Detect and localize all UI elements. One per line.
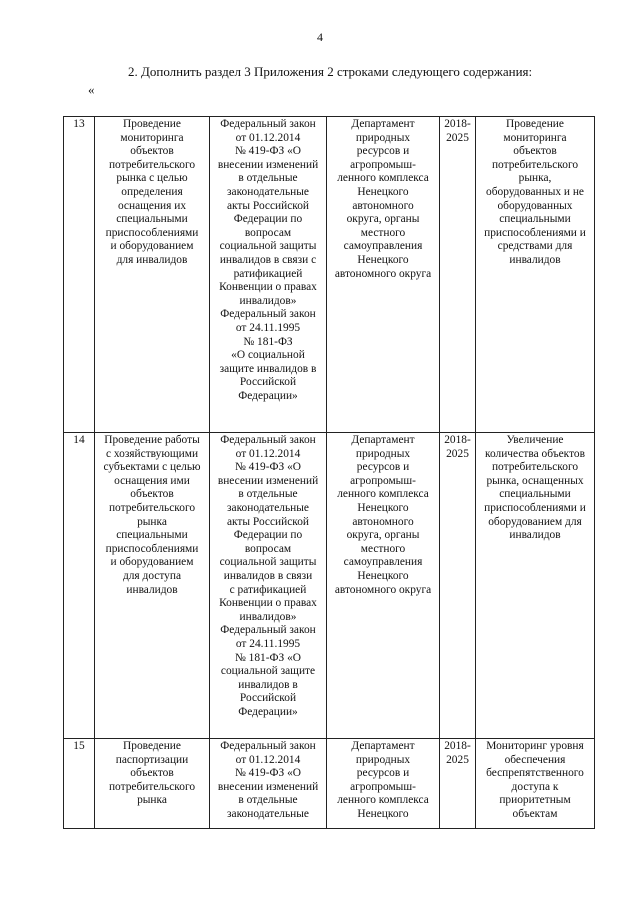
cell-line: мониторинга [120,131,184,144]
cell-line: 13 [73,118,85,130]
cell-line: потребительского [491,158,579,171]
cell-line: инвалидов в связи с [219,253,317,266]
cell-line: местного [360,226,406,239]
cell-line: Ненецкого [357,569,409,582]
cell-line: природных [355,753,411,766]
cell-line: в отдельные [238,488,298,501]
cell-line: в отдельные [238,172,298,185]
cell-line: оборудованных и не [486,185,584,198]
cell-line: определения [121,185,183,198]
cell-line: инвалидов» [239,610,297,623]
cell-line: специальными [116,213,188,226]
cell-line: 2018- [444,434,471,446]
cell-line: ресурсов и [356,767,410,780]
cell-line: Федерации» [238,705,298,718]
cell-line: Департамент [351,740,415,752]
cell-line: от 24.11.1995 [235,637,301,650]
cell-line: Федеральный закон [220,624,316,637]
cell-line: природных [355,447,411,460]
cell-line: в отдельные [238,794,298,807]
row-number [64,433,95,739]
cell-line: инвалидов» [239,294,297,307]
cell-line: агропромыш- [350,474,416,487]
cell-line: от 24.11.1995 [235,321,301,334]
cell-line: социальной защиты [219,240,317,253]
cell-line: Федерации по [233,529,303,542]
cell-line: рынка [137,515,167,528]
cell-line: «О социальной [231,349,305,362]
cell-line: Проведение [123,740,181,752]
cell-line: Российской [239,692,297,705]
cell-line: внесении изменений [217,158,319,171]
cell-line: ресурсов и [356,461,410,474]
cell-line: для инвалидов [116,253,188,266]
cell-line: № 419-ФЗ «О [234,461,302,474]
cell-line: Федеральный закон [220,308,316,321]
cell-line: специальными [499,488,571,501]
cell-line: 15 [73,740,85,752]
cell-line: оборудованных [497,199,573,212]
term-cell [440,739,476,829]
executor-cell [327,117,440,433]
cell-line: количества объектов [485,447,585,460]
cell-line: вопросам [244,542,292,555]
cell-line: № 181-ФЗ «О [234,651,302,664]
cell-line: Увеличение [506,434,564,446]
cell-line: Конвенции о правах [219,281,317,294]
cell-line: защите инвалидов в [219,362,317,375]
cell-line: законодательные [227,185,309,198]
cell-line: Ненецкого [357,807,409,820]
cell-line: самоуправления [343,240,423,253]
cell-line: объектов [130,145,174,158]
cell-line: Российской [239,376,297,389]
cell-line: ресурсов и [356,145,410,158]
measures-table [63,116,595,829]
cell-line: обеспечения [504,753,566,766]
cell-line: автономного округа [334,583,432,596]
cell-line: паспортизации [115,753,189,766]
cell-line: доступа к [511,780,559,793]
cell-line: и оборудованием [110,556,194,569]
term-cell [440,433,476,739]
cell-line: потребительского [108,780,196,793]
cell-line: для доступа [122,569,182,582]
cell-line: от 01.12.2014 [235,447,301,460]
row-number [64,739,95,829]
legal-basis-cell [210,739,327,829]
cell-line: автономного [352,199,414,212]
page-number: 4 [317,30,323,44]
cell-line: внесении изменений [217,780,319,793]
cell-line: приспособлениями [105,542,199,555]
cell-line: Федеральный закон [220,740,316,752]
event-cell [95,117,210,433]
cell-line: 2025 [446,131,469,144]
cell-line: Ненецкого [357,501,409,514]
cell-line: законодательные [227,501,309,514]
cell-line: акты Российской [226,515,310,528]
cell-line: специальными [116,529,188,542]
event-cell [95,433,210,739]
cell-line: приспособлениями и [484,226,586,239]
cell-line: вопросам [244,226,292,239]
cell-line: Федерации по [233,213,303,226]
cell-line: 2018- [444,118,471,130]
cell-line: инвалидов в связи [223,569,313,582]
cell-line: Проведение [123,118,181,130]
cell-line: акты Российской [226,199,310,212]
cell-line: агропромыш- [350,780,416,793]
cell-line: округа, органы [346,529,420,542]
cell-line: оснащения их [117,199,187,212]
table-row [64,739,595,829]
cell-line: 2018- [444,740,471,752]
cell-line: Ненецкого [357,185,409,198]
cell-line: приспособлениями и [484,501,586,514]
cell-line: инвалидов [509,253,561,266]
cell-line: рынка с целью [116,172,188,185]
cell-line: и оборудованием [110,240,194,253]
cell-line: № 419-ФЗ «О [234,767,302,780]
cell-line: инвалидов [509,529,561,542]
cell-line: ленного комплекса [337,172,429,185]
cell-line: Федерации» [238,389,298,402]
cell-line: Департамент [351,434,415,446]
cell-line: инвалидов в [238,678,298,691]
cell-line: объектов [130,488,174,501]
cell-line: с ратификацией [229,583,307,596]
opening-quote: « [88,82,95,97]
cell-line: Федеральный закон [220,118,316,130]
cell-line: с хозяйствующими [105,447,199,460]
cell-line: Конвенции о правах [219,597,317,610]
intro-paragraph: 2. Дополнить раздел 3 Приложения 2 строками следующего содержания: [128,64,533,79]
cell-line: приоритетным [499,794,571,807]
cell-line: ратификацией [233,267,303,280]
cell-line: средствами для [497,240,573,253]
cell-line: потребительского [108,158,196,171]
cell-line: местного [360,542,406,555]
cell-line: рынка, оснащенных [486,474,584,487]
cell-line: автономного [352,515,414,528]
cell-line: мониторинга [503,131,567,144]
cell-line: специальными [499,213,571,226]
table-row [64,117,595,433]
cell-line: Проведение [506,118,564,130]
cell-line: 2025 [446,753,469,766]
legal-basis-cell [210,117,327,433]
cell-line: социальной защите [220,665,316,678]
cell-line: ленного комплекса [337,794,429,807]
cell-line: № 181-ФЗ [243,335,293,348]
cell-line: инвалидов [126,583,178,596]
cell-line: 2025 [446,447,469,460]
executor-cell [327,739,440,829]
cell-line: самоуправления [343,556,423,569]
cell-line: Проведение работы [104,434,200,446]
cell-line: рынка [137,794,167,807]
cell-line: приспособлениями [105,226,199,239]
expected-result-cell [476,739,595,829]
cell-line: законодательные [227,807,309,820]
cell-line: субъектами с целью [103,461,201,474]
cell-line: Мониторинг уровня [486,740,584,752]
row-number [64,117,95,433]
cell-line: оборудованием для [488,515,582,528]
table-row [64,433,595,739]
cell-line: природных [355,131,411,144]
cell-line: внесении изменений [217,474,319,487]
cell-line: беспрепятственного [486,767,584,780]
cell-line: № 419-ФЗ «О [234,145,302,158]
cell-line: Ненецкого [357,253,409,266]
cell-line: социальной защиты [219,556,317,569]
cell-line: объектам [512,807,558,820]
cell-line: потребительского [108,501,196,514]
executor-cell [327,433,440,739]
expected-result-cell [476,433,595,739]
cell-line: объектов [513,145,557,158]
cell-line: ленного комплекса [337,488,429,501]
cell-line: потребительского [491,461,579,474]
expected-result-cell [476,117,595,433]
cell-line: оснащения ими [114,474,190,487]
table-body [64,117,595,829]
cell-line: 14 [73,434,85,446]
cell-line: агропромыш- [350,158,416,171]
cell-line: от 01.12.2014 [235,131,301,144]
cell-line: от 01.12.2014 [235,753,301,766]
cell-line: Департамент [351,118,415,130]
cell-line: Федеральный закон [220,434,316,446]
cell-line: округа, органы [346,213,420,226]
cell-line: автономного округа [334,267,432,280]
term-cell [440,117,476,433]
cell-line: объектов [130,767,174,780]
event-cell [95,739,210,829]
cell-line: рынка, [518,172,552,185]
legal-basis-cell [210,433,327,739]
